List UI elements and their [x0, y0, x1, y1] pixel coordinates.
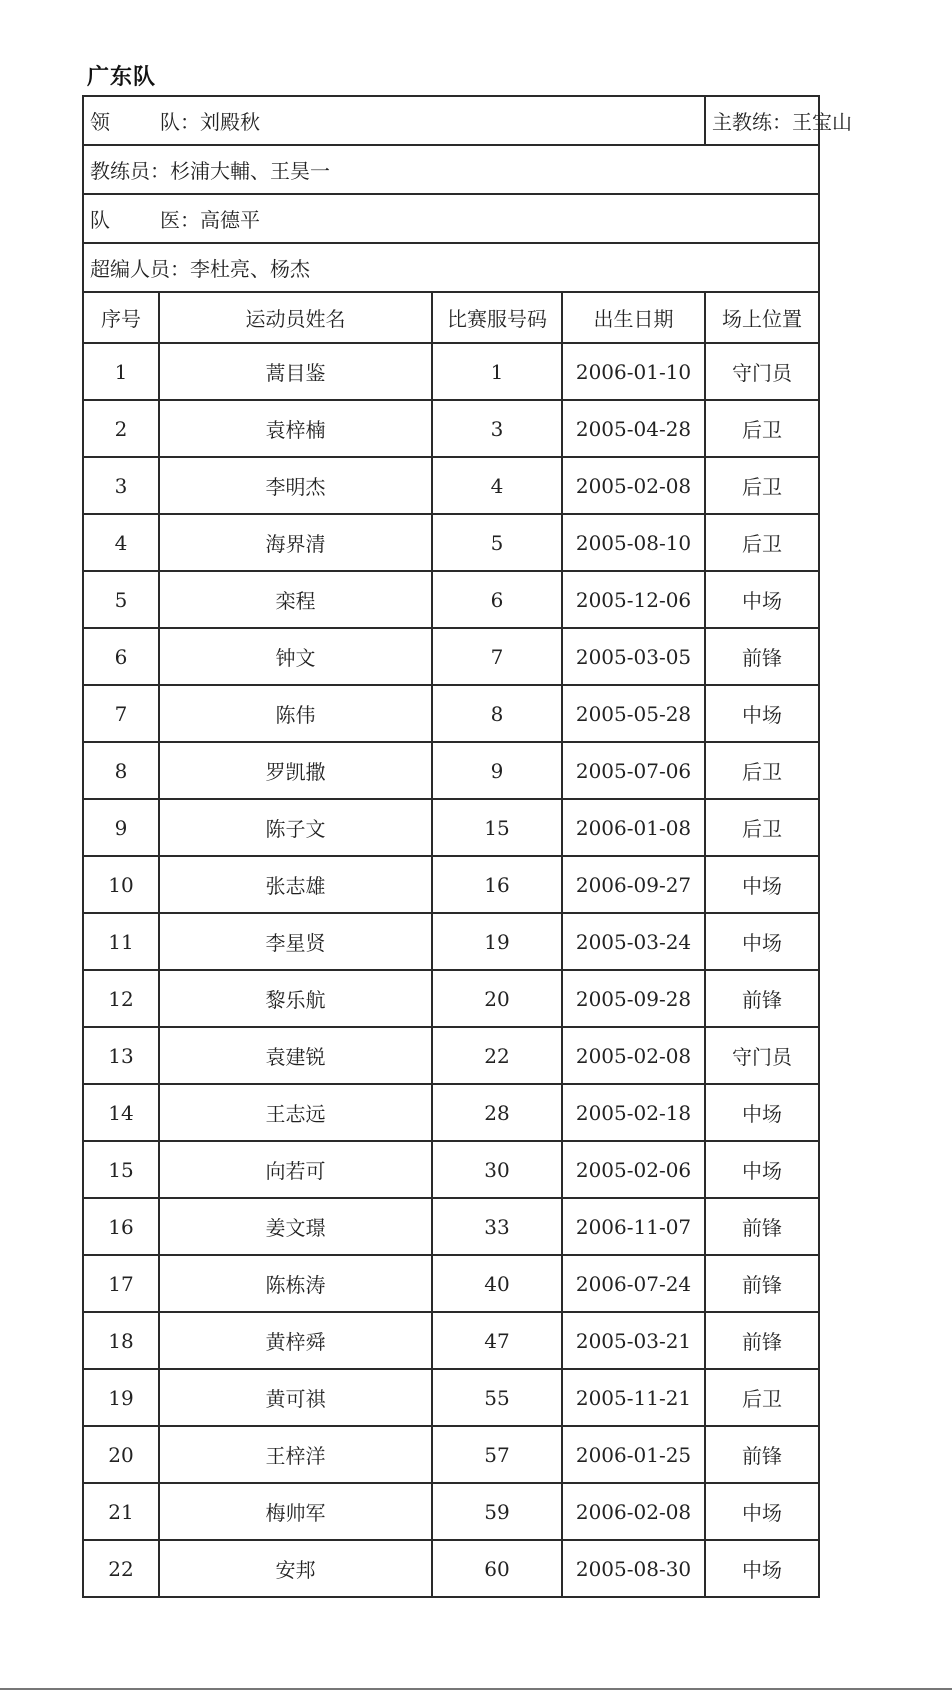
doctor-label-a: 队 — [90, 208, 110, 232]
player-name: 海界清 — [159, 514, 432, 571]
player-birth-date: 2005-02-06 — [562, 1141, 705, 1198]
player-number: 15 — [83, 1141, 159, 1198]
player-row — [83, 1540, 819, 1597]
player-number: 6 — [83, 628, 159, 685]
player-name: 钟文 — [159, 628, 432, 685]
player-birth-date: 2005-03-21 — [562, 1312, 705, 1369]
player-birth-date: 2005-12-06 — [562, 571, 705, 628]
player-position: 后卫 — [705, 1369, 819, 1426]
player-row — [83, 1312, 819, 1369]
player-birth-date: 2005-03-24 — [562, 913, 705, 970]
player-number: 17 — [83, 1255, 159, 1312]
column-header-jersey: 比赛服号码 — [432, 292, 562, 343]
player-position: 中场 — [705, 571, 819, 628]
player-birth-date: 2005-02-08 — [562, 1027, 705, 1084]
team-title: 广东队 — [87, 65, 157, 90]
extra-staff-label: 超编人员： — [90, 257, 190, 281]
player-jersey: 4 — [432, 457, 562, 514]
column-header-row — [83, 292, 819, 343]
leader-label-a: 领 — [90, 110, 110, 134]
doctor-row — [83, 194, 819, 243]
player-number: 21 — [83, 1483, 159, 1540]
coaches-value: 杉浦大輔、王昊一 — [170, 159, 330, 183]
player-row — [83, 970, 819, 1027]
player-position: 中场 — [705, 913, 819, 970]
player-jersey: 28 — [432, 1084, 562, 1141]
player-name: 蒿目鉴 — [159, 343, 432, 400]
player-number: 7 — [83, 685, 159, 742]
head-coach-label: 主教练： — [712, 110, 792, 134]
player-jersey: 22 — [432, 1027, 562, 1084]
player-birth-date: 2006-09-27 — [562, 856, 705, 913]
player-name: 向若可 — [159, 1141, 432, 1198]
player-birth-date: 2005-07-06 — [562, 742, 705, 799]
player-position: 守门员 — [705, 343, 819, 400]
player-position: 前锋 — [705, 1312, 819, 1369]
player-row — [83, 1369, 819, 1426]
player-row — [83, 571, 819, 628]
player-number: 10 — [83, 856, 159, 913]
player-position: 前锋 — [705, 1426, 819, 1483]
leader-label-b: 队： — [160, 110, 200, 134]
player-jersey: 60 — [432, 1540, 562, 1597]
player-row — [83, 742, 819, 799]
player-number: 18 — [83, 1312, 159, 1369]
player-jersey: 40 — [432, 1255, 562, 1312]
player-position: 中场 — [705, 1141, 819, 1198]
coaches-row — [83, 145, 819, 194]
player-number: 2 — [83, 400, 159, 457]
player-jersey: 47 — [432, 1312, 562, 1369]
player-number: 9 — [83, 799, 159, 856]
doctor-cell — [83, 194, 819, 243]
player-name: 梅帅军 — [159, 1483, 432, 1540]
player-row — [83, 457, 819, 514]
player-row — [83, 685, 819, 742]
player-jersey: 5 — [432, 514, 562, 571]
player-number: 4 — [83, 514, 159, 571]
player-position: 前锋 — [705, 970, 819, 1027]
coaches-cell — [83, 145, 819, 194]
player-birth-date: 2005-02-18 — [562, 1084, 705, 1141]
player-row — [83, 1027, 819, 1084]
player-birth-date: 2006-01-25 — [562, 1426, 705, 1483]
player-number: 13 — [83, 1027, 159, 1084]
team-leader-cell — [83, 96, 705, 145]
player-jersey: 30 — [432, 1141, 562, 1198]
player-position: 前锋 — [705, 1255, 819, 1312]
player-birth-date: 2005-08-30 — [562, 1540, 705, 1597]
player-name: 罗凯撒 — [159, 742, 432, 799]
player-name: 黎乐航 — [159, 970, 432, 1027]
extra-staff-row — [83, 243, 819, 292]
player-birth-date: 2005-02-08 — [562, 457, 705, 514]
player-number: 22 — [83, 1540, 159, 1597]
player-jersey: 8 — [432, 685, 562, 742]
player-name: 陈伟 — [159, 685, 432, 742]
player-number: 20 — [83, 1426, 159, 1483]
player-jersey: 1 — [432, 343, 562, 400]
player-jersey: 33 — [432, 1198, 562, 1255]
coaches-label: 教练员： — [90, 159, 170, 183]
player-row — [83, 1198, 819, 1255]
doctor-label-b: 医： — [160, 208, 200, 232]
player-birth-date: 2005-08-10 — [562, 514, 705, 571]
column-header-position: 场上位置 — [705, 292, 819, 343]
player-birth-date: 2006-01-08 — [562, 799, 705, 856]
player-row — [83, 1255, 819, 1312]
player-birth-date: 2006-01-10 — [562, 343, 705, 400]
player-row — [83, 628, 819, 685]
player-name: 李星贤 — [159, 913, 432, 970]
player-jersey: 9 — [432, 742, 562, 799]
player-number: 12 — [83, 970, 159, 1027]
player-birth-date: 2006-11-07 — [562, 1198, 705, 1255]
player-position: 后卫 — [705, 400, 819, 457]
player-jersey: 55 — [432, 1369, 562, 1426]
player-position: 后卫 — [705, 742, 819, 799]
player-number: 5 — [83, 571, 159, 628]
roster-table — [82, 95, 852, 1598]
player-row — [83, 343, 819, 400]
player-jersey: 7 — [432, 628, 562, 685]
player-birth-date: 2005-11-21 — [562, 1369, 705, 1426]
player-name: 李明杰 — [159, 457, 432, 514]
player-name: 王志远 — [159, 1084, 432, 1141]
player-name: 黄可祺 — [159, 1369, 432, 1426]
player-birth-date: 2005-04-28 — [562, 400, 705, 457]
player-jersey: 15 — [432, 799, 562, 856]
player-position: 后卫 — [705, 514, 819, 571]
player-row — [83, 913, 819, 970]
player-position: 前锋 — [705, 628, 819, 685]
bottom-divider — [0, 1688, 952, 1690]
player-jersey: 6 — [432, 571, 562, 628]
player-number: 14 — [83, 1084, 159, 1141]
head-coach-cell — [705, 96, 852, 145]
column-header-birth: 出生日期 — [562, 292, 705, 343]
player-position: 中场 — [705, 1084, 819, 1141]
player-position: 中场 — [705, 1540, 819, 1597]
player-name: 安邦 — [159, 1540, 432, 1597]
player-position: 中场 — [705, 856, 819, 913]
player-name: 黄梓舜 — [159, 1312, 432, 1369]
column-header-name: 运动员姓名 — [159, 292, 432, 343]
player-number: 16 — [83, 1198, 159, 1255]
player-position: 后卫 — [705, 799, 819, 856]
player-birth-date: 2005-09-28 — [562, 970, 705, 1027]
player-row — [83, 514, 819, 571]
player-birth-date: 2006-07-24 — [562, 1255, 705, 1312]
leader-value: 刘殿秋 — [200, 110, 260, 134]
player-position: 前锋 — [705, 1198, 819, 1255]
player-position: 中场 — [705, 1483, 819, 1540]
extra-staff-cell — [83, 243, 819, 292]
player-name: 陈子文 — [159, 799, 432, 856]
player-name: 王梓洋 — [159, 1426, 432, 1483]
player-jersey: 19 — [432, 913, 562, 970]
column-header-number: 序号 — [83, 292, 159, 343]
player-jersey: 57 — [432, 1426, 562, 1483]
player-jersey: 3 — [432, 400, 562, 457]
player-number: 3 — [83, 457, 159, 514]
player-birth-date: 2005-03-05 — [562, 628, 705, 685]
player-jersey: 16 — [432, 856, 562, 913]
player-jersey: 59 — [432, 1483, 562, 1540]
player-name: 袁建锐 — [159, 1027, 432, 1084]
player-birth-date: 2006-02-08 — [562, 1483, 705, 1540]
player-row — [83, 799, 819, 856]
player-row — [83, 1084, 819, 1141]
player-row — [83, 856, 819, 913]
head-coach-value: 王宝山 — [792, 110, 852, 134]
player-row — [83, 1141, 819, 1198]
player-birth-date: 2005-05-28 — [562, 685, 705, 742]
player-row — [83, 1426, 819, 1483]
leader-row — [83, 96, 819, 145]
player-number: 1 — [83, 343, 159, 400]
player-number: 19 — [83, 1369, 159, 1426]
player-name: 张志雄 — [159, 856, 432, 913]
player-jersey: 20 — [432, 970, 562, 1027]
player-name: 栾程 — [159, 571, 432, 628]
player-position: 守门员 — [705, 1027, 819, 1084]
player-number: 11 — [83, 913, 159, 970]
doctor-value: 高德平 — [200, 208, 260, 232]
player-row — [83, 400, 819, 457]
player-row — [83, 1483, 819, 1540]
player-position: 中场 — [705, 685, 819, 742]
player-position: 后卫 — [705, 457, 819, 514]
player-name: 袁梓楠 — [159, 400, 432, 457]
extra-staff-value: 李杜亮、杨杰 — [190, 257, 310, 281]
player-name: 陈栋涛 — [159, 1255, 432, 1312]
player-name: 姜文璟 — [159, 1198, 432, 1255]
player-number: 8 — [83, 742, 159, 799]
